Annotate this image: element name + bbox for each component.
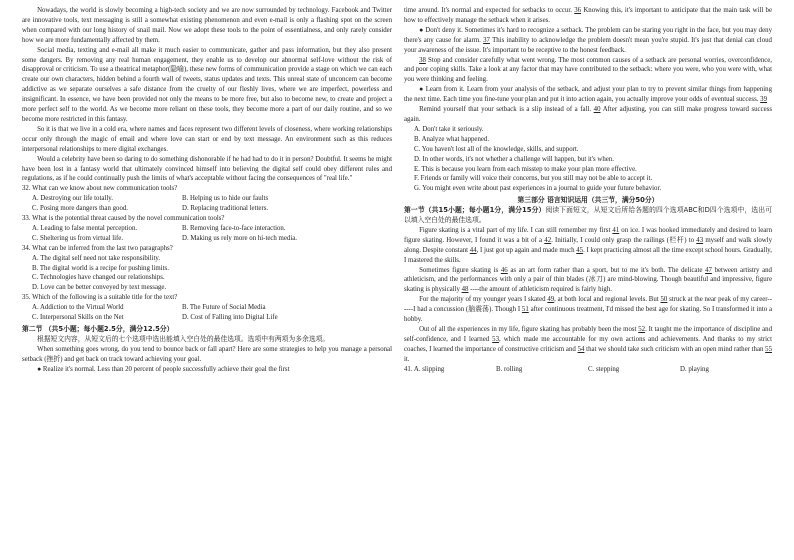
section-1-line	[404, 206, 772, 226]
option: B. The digital world is a recipe for pushing limits.	[32, 264, 169, 272]
section-1-instructions: 阅读下面短文，从短文后所给各题的四个选项ABC和D四个选项中，选出可以填入空白处的最佳选项。	[404, 206, 772, 225]
question-35: 35. Which of the following is a suitable title for the text?	[22, 294, 178, 302]
passage-paragraph: Figure skating is a vital part of my life. I can still remember my first 41 on ice. I was hooked immediately and desired to learn figure skating. However, I found it was a bit of a 42. Initially, I could only grasp the railings (栏杆) to 43 myself and walk slowly along. Despite constant 44, I just got up again and made much 45. I kept practicing almost all the time except school hours. Gradually, I mastered the skills.	[404, 226, 773, 264]
option: G. You might even write about past experiences in a journal to guide your future behavior.	[414, 185, 662, 193]
blank-54: 54	[577, 345, 585, 353]
option: C. You haven't lost all of the knowledge, skills, and support.	[414, 145, 579, 153]
blank-40: 40	[593, 106, 601, 114]
option: A. Destroying our life totally.	[32, 195, 113, 203]
blank-51: 51	[521, 306, 529, 314]
option: C. Interpersonal Skills on the Net	[32, 314, 124, 322]
section-1-heading: 第一节（共15小题；每小题1分，满分15分）	[404, 206, 546, 215]
passage-paragraph: 38 Stop and consider carefully what went wrong. The most common causes of a setback are personal worries, overconfidence, and poor coping skills. Take a look at any factor that may have contributed to the setback: where you were, who you were with, what you were thinking and feeling.	[404, 56, 772, 84]
option: D. In other words, it's not whether a challenge will happen, but it's when.	[414, 155, 614, 163]
options-row	[22, 313, 392, 323]
passage-paragraph: Nowadays, the world is slowly becoming a high-tech society and we are now surrounded by technology. Facebook and Twitter are innovative tools, text messaging is still a somewhat existing phenomenon and even e-mail is only a flashing spot on the screen when compared with our long history of snail mail. Now we adopt these tools to the point of essentialness, and only rarely consider how we are more fundamentally affected by them.	[22, 7, 392, 44]
options-row	[22, 224, 392, 234]
blank-39: 39	[760, 96, 768, 104]
option: B. Removing face-to-face interaction.	[182, 224, 286, 232]
options-row	[22, 234, 392, 244]
passage-paragraph: Out of all the experiences in my life, figure skating has probably been the most 52. It taught me the importance of discipline and self-confidence, and I learned 53, which made me accountable for my own actions and achievements. And thanks to my strict coaches, I learned the importance of constructive criticism and 54 that we should take such criticism with an open mind rather than 55 it.	[404, 326, 773, 363]
blank-53: 53	[492, 335, 500, 343]
option: D. Cost of Falling into Digital Life	[182, 314, 278, 322]
option: A. Addiction to the Virtual World	[32, 304, 124, 312]
passage-paragraph: So it is that we live in a cold era, where names and faces represent two different levels of closeness, where working relationships occur only through the magic of email and where love can start or end by text message. An environment such as this reduces interpersonal relationships to mere digital exchanges.	[22, 125, 392, 153]
blank-47: 47	[705, 266, 712, 274]
blank-52: 52	[638, 326, 646, 333]
blank-42: 42	[544, 236, 552, 244]
option: B. Analyze what happened.	[414, 135, 490, 143]
option: F. Friends or family will voice their concerns, but you still may not be able to accept it.	[414, 175, 653, 183]
passage-paragraph: For the majority of my younger years I skated 49, at both local and regional levels. But 50 struck at the near peak of my career------I had a concussion (脑震荡). Though I 51 after continuous treatment, I'd missed the best age for skating. So I transformed it into a hobby.	[404, 296, 773, 324]
blank-44: 44	[469, 246, 477, 254]
option: D. Replacing traditional letters.	[182, 205, 269, 213]
blank-46: 46	[500, 266, 508, 274]
option: A. The digital self need not take responsibility.	[32, 254, 161, 262]
question-34: 34. What can be inferred from the last two paragraphs?	[22, 244, 173, 252]
passage-paragraph: Sometimes figure skating is 46 as an art form rather than a sport, but to me it's both. The delicate 47 between artistry and athleticism, and the performances with only a pair of thin blades (冰刀) are mind-blowing. Though beautiful and impressive, figure skating is physically 48 ----the amount of athleticism required is fairly high.	[404, 266, 772, 294]
option: D. Making us rely more on hi-tech media.	[182, 234, 297, 242]
option: A. Don't take it seriously.	[414, 125, 484, 133]
passage-paragraph: When something goes wrong, do you tend to bounce back or fall apart? Here are some strategies to help you manage a personal setback (挫折) and get back on track toward achieving your goal.	[22, 345, 392, 363]
option: A. Leading to false mental perception.	[32, 224, 138, 232]
passage-paragraph: ● Learn from it. Learn from your analysis of the setback, and adjust your plan to try to prevent similar things from happening the next time. Each time you fine-tune your plan and put it into action again, you actually improve your odds of eventual success. 39	[404, 86, 772, 104]
question-32: 32. What can we know about new communication tools?	[22, 185, 178, 193]
blank-36: 36	[574, 7, 582, 14]
passage-paragraph: time around. It's normal and expected for setbacks to occur. 36 Knowing this, it's important to anticipate that the main task will be how to effectively manage the setback when it arises.	[404, 7, 772, 24]
option: B. Helping us to hide our faults	[182, 195, 269, 203]
blank-50: 50	[660, 296, 668, 304]
passage-paragraph: Remind yourself that your setback is a slip instead of a fall. 40 After adjusting, you can still make progress toward success again.	[404, 106, 772, 123]
option: D. Love can be better conveyed by text message.	[32, 284, 167, 292]
passage-paragraph: Would a celebrity have been so daring to do something dishonorable if he had had to do it in person? Doubtful. It seems he might have been lost in a fantasy world that ultimately convinced himself into believing the digital self could obey different rules and regulations, as if he could continually push the limits of what's acceptable without facing the consequences of "real life."	[22, 155, 392, 183]
blank-43: 43	[696, 236, 704, 244]
left-column	[22, 6, 392, 375]
question-41-options	[404, 365, 772, 375]
option: C. Posing more dangers than good.	[32, 205, 128, 213]
blank-49: 49	[547, 296, 555, 304]
option: 41. A. slipping	[404, 365, 445, 373]
blank-38: 38	[419, 56, 426, 64]
blank-45: 45	[576, 246, 584, 254]
passage-paragraph: ● Realize it's normal. Less than 20 percent of people successfully achieve their goal the first	[37, 365, 290, 373]
right-column	[404, 6, 772, 375]
option: C. stepping	[588, 365, 620, 373]
options-row	[22, 204, 392, 214]
question-33: 33. What is the potential threat caused by the novel communication tools?	[22, 215, 225, 223]
options-row	[22, 303, 392, 313]
option: D. playing	[680, 365, 709, 373]
blank-37: 37	[483, 36, 490, 44]
passage-paragraph: Social media, texting and e-mail all make it much easier to communicate, gather and pass information, but they also present some dangers. By removing any real human engagement, they enable us to develop our abnormal self-love without the risk of disapproval or criticism. To use a theatrical metaphor(隐喻), these new forms of communication provide a stage on which we can each create our own characters, hidden behind a fourth wall of tweets, status updates and texts. This unreal state of unconcern can become addictive as we separate ourselves a safe distance from the cruelty of our fleshly lives, where we are imperfect, powerless and insignificant. In essence, we have been provided not only the means to be more free, but also to become new, to create and project a more perfect self to the world. As we become more reliant on these tools, they become more a part of our daily routine, and so we become more restricted in this fantasy.	[22, 46, 392, 123]
blank-55: 55	[765, 345, 773, 353]
option: C. Technologies have changed our relationships.	[32, 274, 165, 282]
option: B. The Future of Social Media	[182, 304, 266, 312]
section-2-heading: 第二节 （共5小题；每小题2.5分，满分12.5分）	[22, 325, 174, 333]
option: B. rolling	[496, 365, 523, 373]
section-2-instructions: 根据短文内容，从短文后的七个选项中选出能填入空白处的最佳选项。选项中有两项为多余选项。	[36, 334, 330, 343]
passage-paragraph: ● Don't deny it. Sometimes it's hard to recognize a setback. The problem can be staring you right in the face, but you may deny there's any cause for alarm. 37 This inability to acknowledge the problem doesn't mean you're stupid. It's just that denial can cloud your awareness of the issue. It's important to be receptive to the honest feedback.	[404, 26, 772, 54]
blank-41: 41	[612, 226, 620, 234]
options-row	[22, 194, 392, 204]
option: E. This is because you learn from each misstep to make your plan more effective.	[414, 165, 637, 173]
option: C. Sheltering us from virtual life.	[32, 234, 124, 242]
part-3-heading: 第三部分 语言知识运用（共三节，满分50分）	[517, 196, 659, 205]
blank-48: 48	[461, 286, 469, 294]
